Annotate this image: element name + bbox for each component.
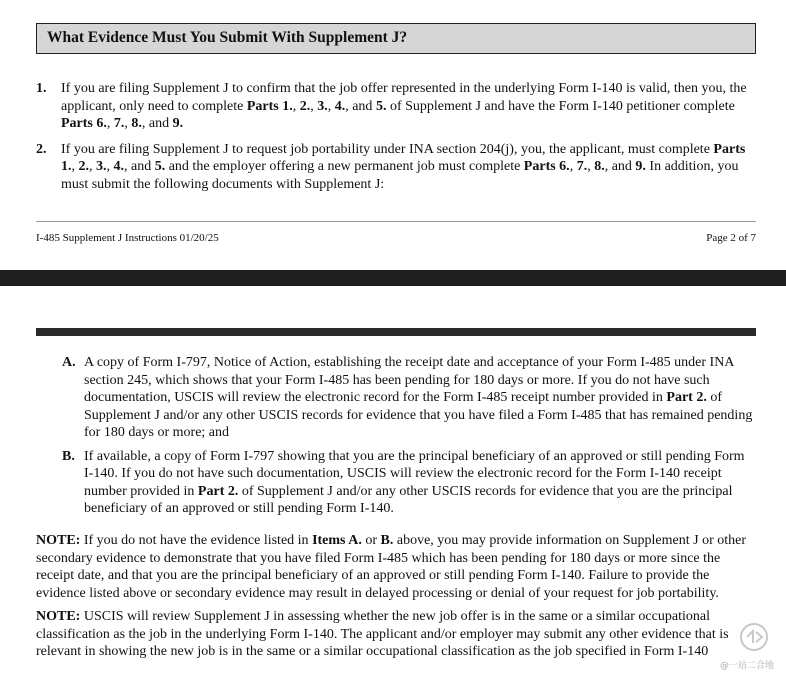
note-paragraph [36, 532, 758, 602]
item-number: 2. [36, 141, 47, 157]
text-run: , and [345, 98, 376, 114]
item-number: 1. [36, 81, 47, 96]
bold-text: Part 2. [197, 483, 239, 499]
footer-divider [36, 221, 756, 222]
text-run: , [106, 159, 114, 174]
text-run: USCIS will review Supplement J in assessing whether the new job offer is in the same or a similar occupational classification as the job in the underlying Form I-140. The applicant and/or employer may submit any other evidence that is relevant in showing the new job is in the same or a similar occupational classification as the job specified in Form I-140 [36, 609, 729, 659]
bold-text: 3. [96, 159, 107, 174]
bold-text: 7. [576, 159, 588, 174]
text-run: If you are filing Supplement J to request job portability under INA section 204(j), you, the applicant, must complete [61, 141, 714, 157]
note-paragraph [36, 608, 758, 661]
item-text [61, 80, 758, 133]
text-run: and the employer offering a new permanent job must complete [165, 159, 524, 174]
bold-text: 8. [594, 159, 605, 174]
bold-text: NOTE: [36, 533, 81, 548]
item-letter: A. [62, 355, 76, 370]
text-run: above, you may provide information on Supplement J or other secondary evidence to demonstrate that you have filed Form I-485 which has been pending for 180 days or more since the receipt date, and that you are the principal beneficiary of an approved or still pending Form I-140. Failure to provide the evidence listed above or secondary evidence may result in delayed processing or denial of your request for job portability. [36, 533, 747, 601]
section-top-bar [36, 328, 756, 336]
item-text [84, 448, 754, 518]
bold-text: 5. [375, 98, 387, 114]
bold-text: NOTE: [36, 609, 81, 624]
text-run: , and [124, 159, 155, 174]
text-run: , [292, 98, 300, 114]
text-run: , [106, 116, 114, 131]
bold-text: 4. [113, 159, 124, 174]
bold-text: 7. [113, 116, 125, 131]
bold-text: 2. [299, 98, 311, 114]
bold-text: 4. [334, 98, 346, 114]
notes [36, 532, 758, 667]
text-run: A copy of Form I-797, Notice of Action, establishing the receipt date and acceptance of your Form I-485 under INA section 245, which shows that your Form I-485 has been pending for 180 days or more. If you do not have such documentation, USCIS will review the electronic record for the Form I-485 receipt number provided in [84, 355, 734, 405]
footer-form-id: I-485 Supplement J Instructions 01/20/25 [36, 232, 219, 244]
bold-text: 8. [131, 116, 142, 131]
text-run: If you do not have the evidence listed in [80, 533, 313, 548]
page-footer [36, 232, 756, 244]
text-run: If you are filing Supplement J to confirm that the job offer represented in the underlying Form I-140 is valid, then you, the applicant, only need to complete [61, 81, 747, 114]
bold-text: 2. [78, 159, 89, 174]
bold-text: Parts 1. [246, 98, 293, 114]
bold-text: Part 2. [666, 390, 707, 405]
text-run: of Supplement J and have the Form I-140 petitioner complete [386, 98, 735, 114]
text-run: If available, a copy of Form I-797 showing that you are the principal beneficiary of an approved or still pending Form I-140. If you do not have such documentation, USCIS will review the electronic record for the Form I-140 receipt number provided in [84, 448, 745, 499]
instruction-list [36, 80, 758, 201]
bold-text: Parts 6. [61, 116, 107, 131]
text-run: , [89, 159, 96, 174]
page-1 [0, 0, 786, 270]
item-text [61, 141, 758, 194]
text-run: In addition, you must submit the following documents with Supplement J: [61, 159, 739, 192]
bold-text: Parts 6. [523, 159, 570, 174]
watermark-logo-icon [736, 620, 772, 654]
text-run: , [569, 159, 577, 174]
bold-text: Items A. [312, 533, 362, 548]
item-text [84, 354, 754, 442]
bold-text: 9. [172, 116, 184, 131]
text-run: , [71, 159, 79, 174]
section-header: What Evidence Must You Submit With Supplement J? [36, 23, 756, 54]
list-item [62, 448, 754, 518]
page-separator [0, 270, 786, 286]
list-item [36, 80, 758, 133]
text-run: of Supplement J and/or any other USCIS records for evidence that you have filed a Form I-485 that has remained pending for 180 days or more; and [84, 390, 753, 440]
text-run: , [124, 116, 132, 131]
text-run: of Supplement J and/or any other USCIS records for evidence that you are the principal beneficiary of an approved or still pending Form I-140. [84, 483, 733, 516]
document-list [62, 354, 754, 524]
bold-text: B. [380, 533, 394, 548]
watermark-text: @一站二合地 [719, 661, 774, 671]
text-run: , [587, 159, 595, 174]
text-run: or [361, 533, 381, 548]
text-run: , and [141, 116, 173, 131]
bold-text: 5. [154, 159, 166, 174]
item-letter: B. [62, 448, 75, 464]
text-run: , [327, 98, 335, 114]
bold-text: 9. [635, 159, 646, 174]
list-item [62, 354, 754, 442]
list-item [36, 141, 758, 194]
page-2 [0, 286, 786, 692]
bold-text: 3. [317, 98, 328, 114]
bold-text: Parts 1. [61, 141, 746, 174]
text-run: , and [604, 159, 636, 174]
page-number: Page 2 of 7 [706, 232, 756, 244]
text-run: , [310, 98, 318, 114]
